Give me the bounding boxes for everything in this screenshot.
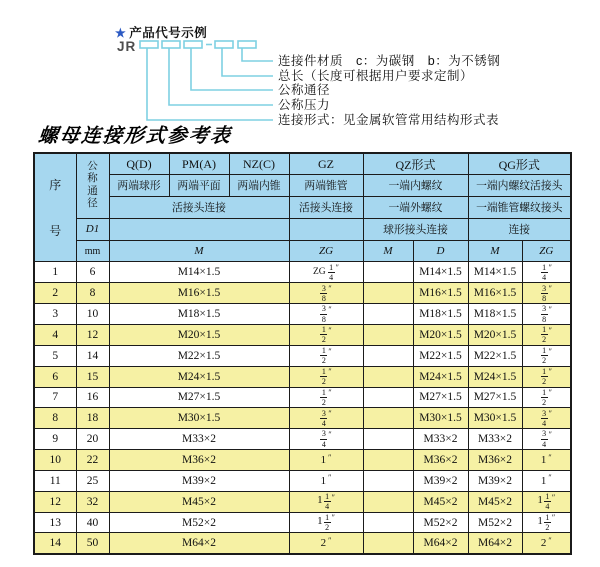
code-box xyxy=(140,41,158,48)
table-cell: 50 xyxy=(76,533,109,554)
table-cell: 2 ″ xyxy=(522,533,571,554)
header-row xyxy=(34,240,571,262)
table-cell: $\frac{3}{4}$ ″ xyxy=(289,408,363,429)
table-cell: 1 ″ xyxy=(289,470,363,491)
table-cell: $\frac{1}{2}$ ″ xyxy=(289,366,363,387)
table-cell: 4 xyxy=(34,325,76,346)
table-cell: 8 xyxy=(34,408,76,429)
header-cell: 活接头连接 xyxy=(289,197,363,219)
table-cell: $\frac{1}{4}$ ″ xyxy=(522,262,571,283)
table-row xyxy=(34,408,571,429)
table-cell: 3 xyxy=(34,304,76,325)
table-row xyxy=(34,387,571,408)
table-cell xyxy=(363,262,413,283)
table-cell: $\frac{3}{8}$ ″ xyxy=(289,283,363,304)
code-box xyxy=(238,41,256,48)
table-cell: M24×1.5 xyxy=(109,366,289,387)
table-cell: M45×2 xyxy=(468,491,522,512)
table-cell: 1 ″ xyxy=(522,450,571,471)
table-cell: 2 xyxy=(34,283,76,304)
header-row xyxy=(34,153,571,175)
table-cell: 11 xyxy=(34,470,76,491)
table-cell: 18 xyxy=(76,408,109,429)
header-cell: D xyxy=(413,240,468,262)
col-header-qd: Q(D) xyxy=(109,153,169,175)
table-cell: $\frac{3}{8}$ ″ xyxy=(289,304,363,325)
table-row xyxy=(34,366,571,387)
table-cell: $\frac{1}{2}$ ″ xyxy=(289,325,363,346)
table-cell: 1 ″ xyxy=(522,470,571,491)
table-cell: 2 ″ xyxy=(289,533,363,554)
col-header-qg: QG形式 xyxy=(468,153,571,175)
header-cell: 活接头连接 xyxy=(109,197,289,219)
table-cell: 6 xyxy=(76,262,109,283)
table-cell: 15 xyxy=(76,366,109,387)
table-cell: 25 xyxy=(76,470,109,491)
table-cell: M64×2 xyxy=(109,533,289,554)
table-cell xyxy=(363,325,413,346)
header-cell: ZG xyxy=(522,240,571,262)
table-cell: M36×2 xyxy=(413,450,468,471)
star-icon: ★ xyxy=(115,26,127,40)
col-header-pma: PM(A) xyxy=(169,153,229,175)
table-cell: M39×2 xyxy=(413,470,468,491)
diagram-label-diameter: 公称通径 xyxy=(278,83,331,97)
table-cell: 9 xyxy=(34,429,76,450)
table-cell: $\frac{1}{2}$ ″ xyxy=(289,387,363,408)
table-cell: M30×1.5 xyxy=(413,408,468,429)
col-header-serial xyxy=(34,153,76,262)
header-cell: M xyxy=(363,240,413,262)
col-header-serial-text: 序号 xyxy=(49,177,62,238)
table-cell: 10 xyxy=(34,450,76,471)
header-cell-blank xyxy=(109,218,289,240)
table-cell: $\frac{1}{2}$ ″ xyxy=(522,387,571,408)
connector-line xyxy=(222,48,273,76)
header-cell: 两端内锥 xyxy=(229,175,289,197)
diagram-label-connection: 连接形式：见金属软管常用结构形式表 xyxy=(278,113,500,127)
table-cell: M16×1.5 xyxy=(468,283,522,304)
table-cell: M33×2 xyxy=(413,429,468,450)
table-cell: 1 xyxy=(34,262,76,283)
table-row xyxy=(34,491,571,512)
table-cell: M24×1.5 xyxy=(468,366,522,387)
table-cell xyxy=(363,366,413,387)
table-cell: M22×1.5 xyxy=(109,345,289,366)
nut-connection-reference-table xyxy=(33,152,572,555)
table-cell: 12 xyxy=(34,491,76,512)
header-cell: 一端内螺纹 xyxy=(363,175,468,197)
table-cell: $\frac{3}{4}$ ″ xyxy=(522,408,571,429)
table-cell: M36×2 xyxy=(468,450,522,471)
table-cell: 14 xyxy=(34,533,76,554)
header-cell-blank xyxy=(289,218,363,240)
table-row xyxy=(34,262,571,283)
table-cell: $\frac{3}{8}$ ″ xyxy=(522,304,571,325)
header-row xyxy=(34,175,571,197)
table-cell: $\frac{1}{2}$ ″ xyxy=(522,366,571,387)
product-code-prefix: JR xyxy=(117,39,137,54)
table-cell: M64×2 xyxy=(413,533,468,554)
table-cell: 1 $\frac{1}{2}$ ″ xyxy=(289,512,363,533)
table-cell: M24×1.5 xyxy=(413,366,468,387)
table-cell: ZG $\frac{1}{4}$ ″ xyxy=(289,262,363,283)
table-cell xyxy=(363,283,413,304)
table-row xyxy=(34,512,571,533)
diagram-heading-text: 产品代号示例 xyxy=(129,26,208,40)
col-header-nzc: NZ(C) xyxy=(229,153,289,175)
table-cell: M30×1.5 xyxy=(468,408,522,429)
table-cell xyxy=(363,408,413,429)
table-cell: M27×1.5 xyxy=(413,387,468,408)
col-header-qz: QZ形式 xyxy=(363,153,468,175)
header-cell: 一端内螺纹活接头 xyxy=(468,175,571,197)
table-row xyxy=(34,345,571,366)
table-cell: $\frac{1}{2}$ ″ xyxy=(522,325,571,346)
table-cell: 32 xyxy=(76,491,109,512)
header-cell: 一端锥管螺纹接头 xyxy=(468,197,571,219)
col-header-dn xyxy=(76,153,109,218)
table-cell: $\frac{3}{8}$ ″ xyxy=(522,283,571,304)
table-cell: 22 xyxy=(76,450,109,471)
header-row xyxy=(34,197,571,219)
connector-line xyxy=(147,48,273,120)
connector-line xyxy=(242,48,273,61)
header-cell: 两端锥管 xyxy=(289,175,363,197)
table-cell xyxy=(363,533,413,554)
table-cell: M18×1.5 xyxy=(109,304,289,325)
table-cell: $\frac{3}{4}$ ″ xyxy=(522,429,571,450)
table-cell: M18×1.5 xyxy=(413,304,468,325)
table-cell: M52×2 xyxy=(468,512,522,533)
table-cell: M45×2 xyxy=(413,491,468,512)
header-cell-unit: mm xyxy=(76,240,109,262)
table-cell xyxy=(363,470,413,491)
table-cell xyxy=(363,304,413,325)
table-cell: 16 xyxy=(76,387,109,408)
table-cell: M39×2 xyxy=(468,470,522,491)
table-cell: 1 $\frac{1}{4}$ ″ xyxy=(522,491,571,512)
table-cell: 7 xyxy=(34,387,76,408)
table-cell: 10 xyxy=(76,304,109,325)
code-box xyxy=(184,41,202,48)
diagram-label-length: 总长（长度可根据用户要求定制） xyxy=(278,69,474,83)
diagram-label-material: 连接件材质 c：为碳钢 b：为不锈钢 xyxy=(278,54,501,68)
table-cell: 1 ″ xyxy=(289,450,363,471)
col-header-dn-text: 公称通径 xyxy=(87,160,98,210)
table-cell: M64×2 xyxy=(468,533,522,554)
table-cell: M14×1.5 xyxy=(109,262,289,283)
table-cell: 13 xyxy=(34,512,76,533)
header-cell: ZG xyxy=(289,240,363,262)
table-row xyxy=(34,533,571,554)
table-cell: 5 xyxy=(34,345,76,366)
table-cell: 8 xyxy=(76,283,109,304)
table-row xyxy=(34,470,571,491)
table-cell: 20 xyxy=(76,429,109,450)
table-cell xyxy=(363,491,413,512)
table-cell: M18×1.5 xyxy=(468,304,522,325)
diagram-label-pressure: 公称压力 xyxy=(278,98,331,112)
header-cell: 一端外螺纹 xyxy=(363,197,468,219)
header-cell: 两端平面 xyxy=(169,175,229,197)
table-cell: 1 $\frac{1}{4}$ ″ xyxy=(289,491,363,512)
header-row xyxy=(34,218,571,240)
table-cell xyxy=(363,450,413,471)
table-cell: M20×1.5 xyxy=(468,325,522,346)
header-cell: M xyxy=(468,240,522,262)
header-cell: 连接 xyxy=(468,218,571,240)
table-cell: 40 xyxy=(76,512,109,533)
table-cell: M52×2 xyxy=(109,512,289,533)
table-cell: M33×2 xyxy=(468,429,522,450)
header-cell: 两端球形 xyxy=(109,175,169,197)
table-cell: M20×1.5 xyxy=(109,325,289,346)
code-box xyxy=(215,41,233,48)
table-cell: M20×1.5 xyxy=(413,325,468,346)
table-cell: 6 xyxy=(34,366,76,387)
table-cell: M39×2 xyxy=(109,470,289,491)
table-cell: M45×2 xyxy=(109,491,289,512)
table-cell: 12 xyxy=(76,325,109,346)
table-cell: M33×2 xyxy=(109,429,289,450)
table-title: 螺母连接形式参考表 xyxy=(37,126,233,147)
table-cell xyxy=(363,345,413,366)
table-cell: $\frac{1}{2}$ ″ xyxy=(289,345,363,366)
table-cell: 1 $\frac{1}{2}$ ″ xyxy=(522,512,571,533)
table-row xyxy=(34,429,571,450)
table-cell: M14×1.5 xyxy=(413,262,468,283)
table-cell: M22×1.5 xyxy=(468,345,522,366)
table-cell xyxy=(363,387,413,408)
table-cell: M14×1.5 xyxy=(468,262,522,283)
table-cell: M16×1.5 xyxy=(413,283,468,304)
table-row xyxy=(34,450,571,471)
table-cell: M27×1.5 xyxy=(468,387,522,408)
table-row xyxy=(34,325,571,346)
header-cell-d1: D1 xyxy=(76,218,109,240)
col-header-gz: GZ xyxy=(289,153,363,175)
table-cell xyxy=(363,429,413,450)
table-cell: M22×1.5 xyxy=(413,345,468,366)
table-cell: M36×2 xyxy=(109,450,289,471)
table-row xyxy=(34,304,571,325)
table-cell: $\frac{3}{4}$ ″ xyxy=(289,429,363,450)
table-cell: M30×1.5 xyxy=(109,408,289,429)
header-cell: 球形接头连接 xyxy=(363,218,468,240)
table-cell: $\frac{1}{2}$ ″ xyxy=(522,345,571,366)
table-row xyxy=(34,283,571,304)
table-cell: 14 xyxy=(76,345,109,366)
header-cell: M xyxy=(109,240,289,262)
table-cell xyxy=(363,512,413,533)
table-cell: M16×1.5 xyxy=(109,283,289,304)
table-cell: M52×2 xyxy=(413,512,468,533)
connector-line xyxy=(191,48,273,90)
code-box xyxy=(162,41,180,48)
table-cell: M27×1.5 xyxy=(109,387,289,408)
